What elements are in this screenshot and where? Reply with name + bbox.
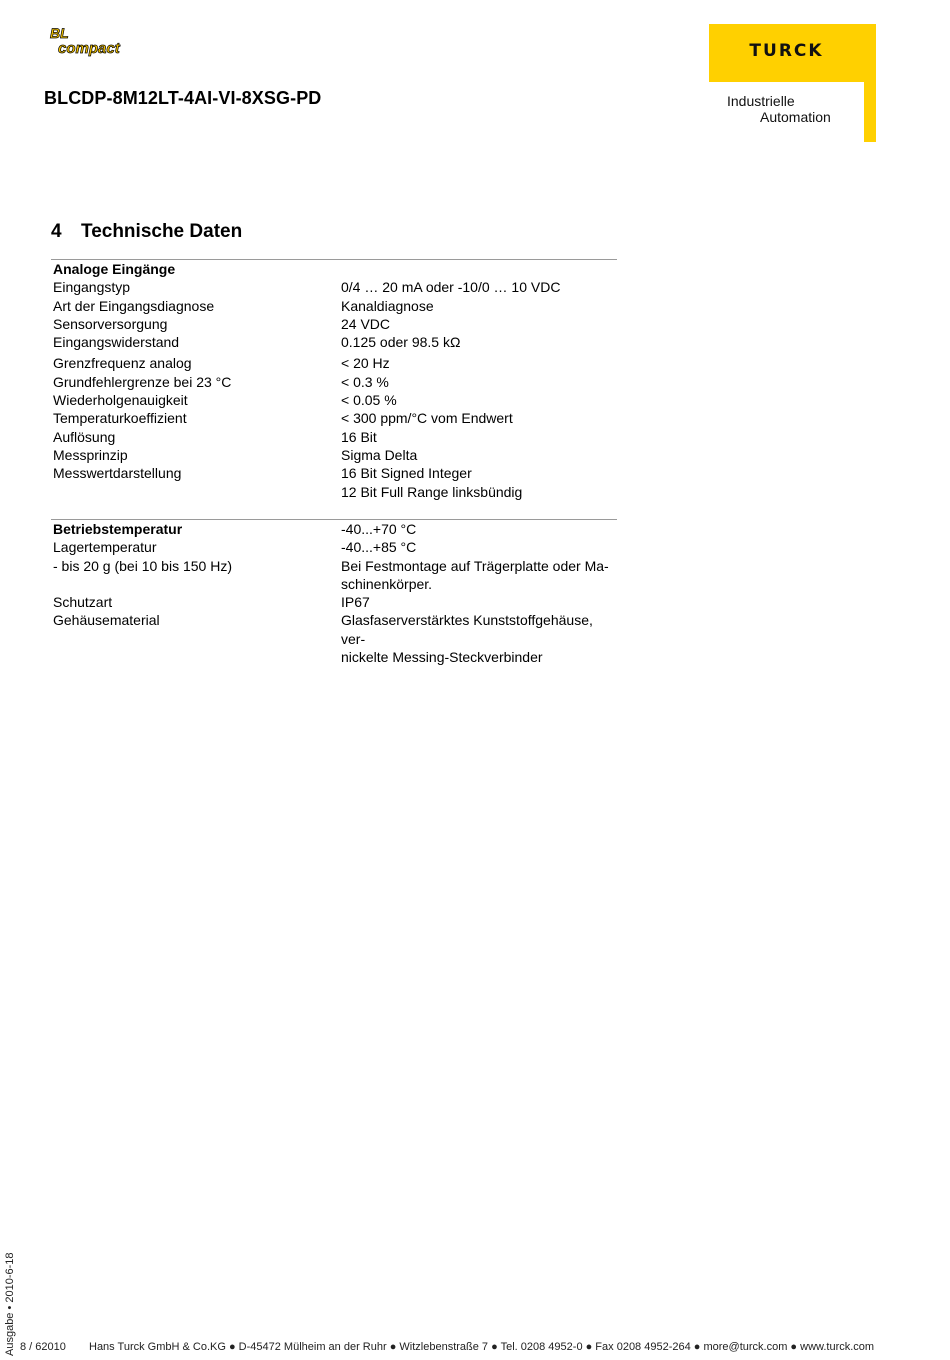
table-heading: Analoge Eingänge [53,261,176,277]
row-label [51,483,341,501]
row-label: Schutzart [53,594,113,611]
bl-logo-line1: BL [50,25,69,41]
row-value: < 0.05 % [341,392,397,409]
row-label: - bis 20 g (bei 10 bis 150 Hz) [53,557,232,574]
row-label: Messprinzip [53,446,128,463]
row-value: 0/4 … 20 mA oder -10/0 … 10 VDC [341,279,561,296]
row-label: Wiederholgenauigkeit [53,392,188,409]
row-value: Kanaldiagnose [341,297,434,314]
row-value: < 0.3 % [341,373,389,390]
row-value: Sigma Delta [341,446,418,463]
row-label: Art der Eingangsdiagnose [53,297,215,314]
bl-logo-line2: compact [58,40,120,57]
table-row [51,373,617,391]
section-heading [51,221,242,243]
table-row [51,483,617,501]
table-heading-value: -40...+70 °C [341,521,417,537]
table-row [51,446,617,464]
table-row [51,391,617,409]
table-heading-value [341,260,617,278]
row-value: nickelte Messing-Steckverbinder [341,649,543,666]
table-row [51,611,617,648]
row-value: 16 Bit [341,428,377,445]
row-label: Auflösung [53,428,116,445]
table-row [51,297,617,315]
row-label: Eingangswiderstand [53,334,180,351]
row-value: Bei Festmontage auf Trägerplatte oder Ma- [341,557,609,574]
row-value: Glasfaserverstärktes Kunststoffgehäuse, ver- [341,612,593,647]
row-label: Lagertemperatur [53,539,157,556]
table-row [51,278,617,296]
turck-logo-word: TURCK [749,41,824,61]
turck-logo-yellow-bar [864,82,876,142]
row-value: 16 Bit Signed Integer [341,465,472,482]
turck-tagline-line2: Automation [760,109,831,125]
spec-table-environment [51,519,617,666]
table-row [51,315,617,333]
footer-edition: Ausgabe • 2010-6-18 [4,1252,16,1356]
table-row [51,351,617,372]
table-heading-row [51,520,617,538]
row-value: 0.125 oder 98.5 kΩ [341,334,461,351]
footer-address: Hans Turck GmbH & Co.KG ● D-45472 Mülheim an der Ruhr ● Witzlebenstraße 7 ● Tel. 0208 4952-0 ● Fax 0208 4952-264 ● more@turck.com ● www.turck.com [89,1341,875,1353]
table-heading: Betriebstemperatur [53,521,183,537]
section-title: Technische Daten [81,221,243,242]
turck-logo [709,24,876,142]
row-label: Eingangstyp [53,279,131,296]
row-value: 24 VDC [341,315,391,332]
turck-tagline-line1: Industrielle [727,93,795,109]
footer-page-number: 8 / 62010 [20,1341,66,1353]
row-value: < 20 Hz [341,355,390,372]
table-row [51,333,617,351]
row-label [51,575,341,593]
spec-table-analog-inputs [51,259,617,501]
row-label [51,648,341,666]
table-row [51,538,617,556]
row-label: Gehäusematerial [53,612,160,629]
table-row [51,464,617,482]
row-label: Temperaturkoeffizient [53,410,187,427]
row-value: < 300 ppm/°C vom Endwert [341,410,513,427]
table-heading-row [51,260,617,278]
table-row [51,593,617,611]
table-row [51,575,617,593]
bl-compact-logo [44,25,168,57]
table-row [51,428,617,446]
row-value: -40...+85 °C [341,539,417,556]
row-label: Grundfehlergrenze bei 23 °C [53,373,232,390]
table-row [51,409,617,427]
product-title: BLCDP-8M12LT-4AI-VI-8XSG-PD [44,88,322,108]
row-value: 12 Bit Full Range linksbündig [341,483,523,500]
table-row [51,648,617,666]
section-number: 4 [51,221,62,242]
row-value: schinenkörper. [341,575,433,592]
row-label: Grenzfrequenz analog [53,355,192,372]
row-value: IP67 [341,594,370,611]
table-row [51,557,617,575]
row-label: Sensorversorgung [53,315,168,332]
row-label: Messwertdarstellung [53,465,182,482]
